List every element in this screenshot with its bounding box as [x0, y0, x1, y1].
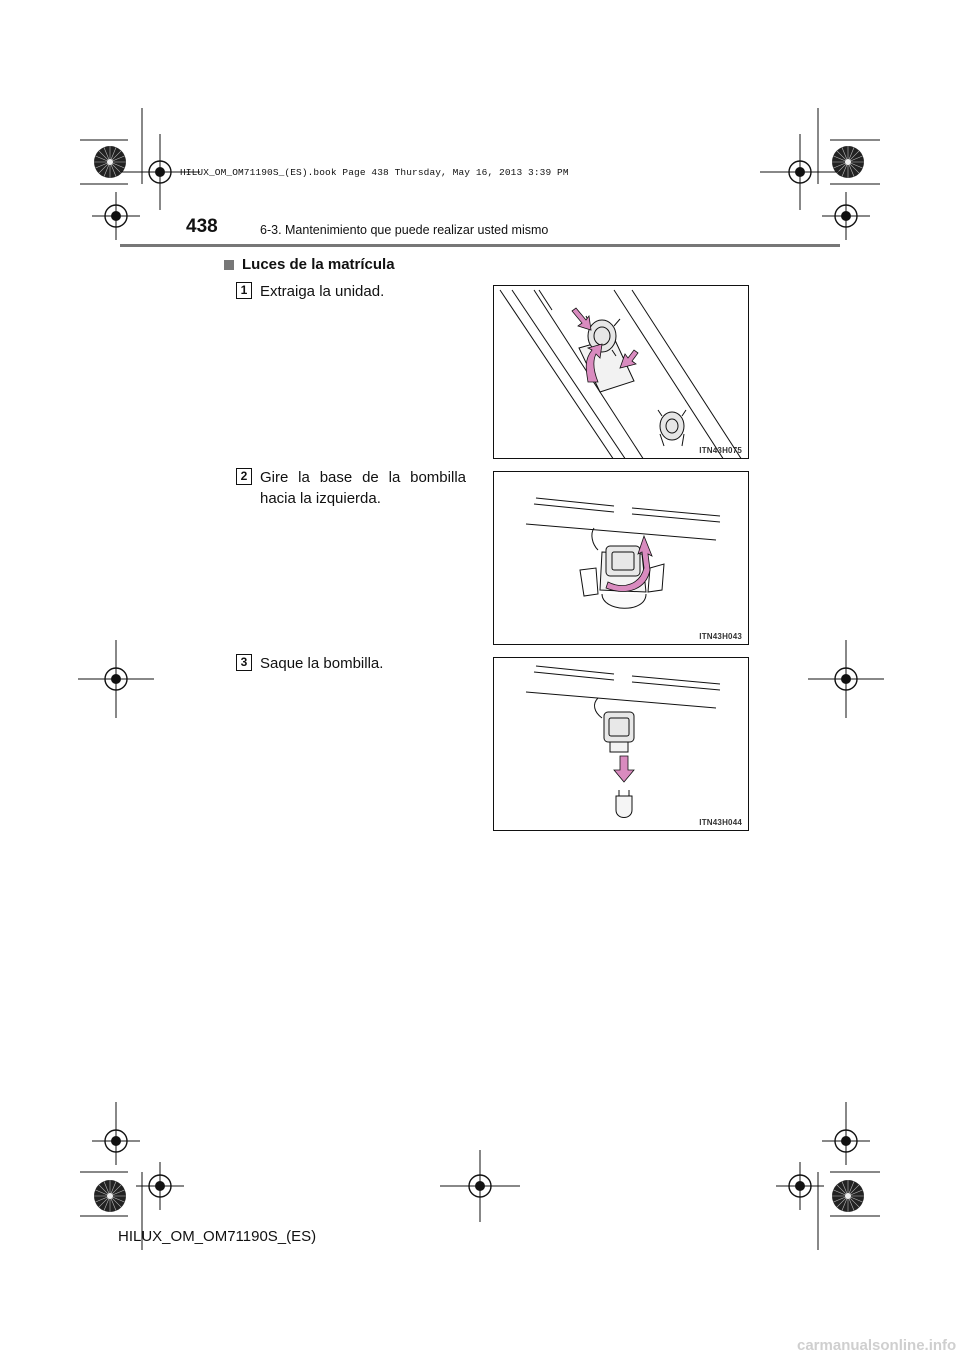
- step-number-1: 1: [236, 282, 252, 299]
- illustration-turn-socket: [494, 472, 749, 645]
- section-title: 6-3. Mantenimiento que puede realizar usted mismo: [260, 223, 549, 237]
- sub-heading-text: Luces de la matrícula: [242, 256, 395, 273]
- step-number-2: 2: [236, 468, 252, 485]
- step-number-3: 3: [236, 654, 252, 671]
- figure-turn-bulb-base: [493, 471, 749, 645]
- book-info-line: HILUX_OM_OM71190S_(ES).book Page 438 Thursday, May 16, 2013 3:39 PM: [180, 167, 569, 178]
- header-rule: [120, 244, 840, 247]
- illustration-license-lamp-unit: [494, 286, 749, 459]
- step-text-1: Extraiga la unidad.: [260, 283, 385, 300]
- step-text-2: Gire la base de la bombilla hacia la izquierda.: [260, 469, 466, 507]
- footer-manual-code: HILUX_OM_OM71190S_(ES): [118, 1228, 317, 1245]
- figure-code-2: ITN43H043: [699, 632, 742, 641]
- figure-code-3: ITN43H044: [699, 818, 742, 827]
- watermark: carmanualsonline.info: [797, 1337, 957, 1354]
- step-text-3: Saque la bombilla.: [260, 655, 384, 672]
- sub-heading: [224, 256, 395, 273]
- illustration-pull-bulb: [494, 658, 749, 831]
- figure-remove-bulb: [493, 657, 749, 831]
- figure-remove-unit: [493, 285, 749, 459]
- square-bullet-icon: [224, 260, 234, 270]
- figure-code-1: ITN43H075: [699, 446, 742, 455]
- page-number: 438: [186, 216, 218, 237]
